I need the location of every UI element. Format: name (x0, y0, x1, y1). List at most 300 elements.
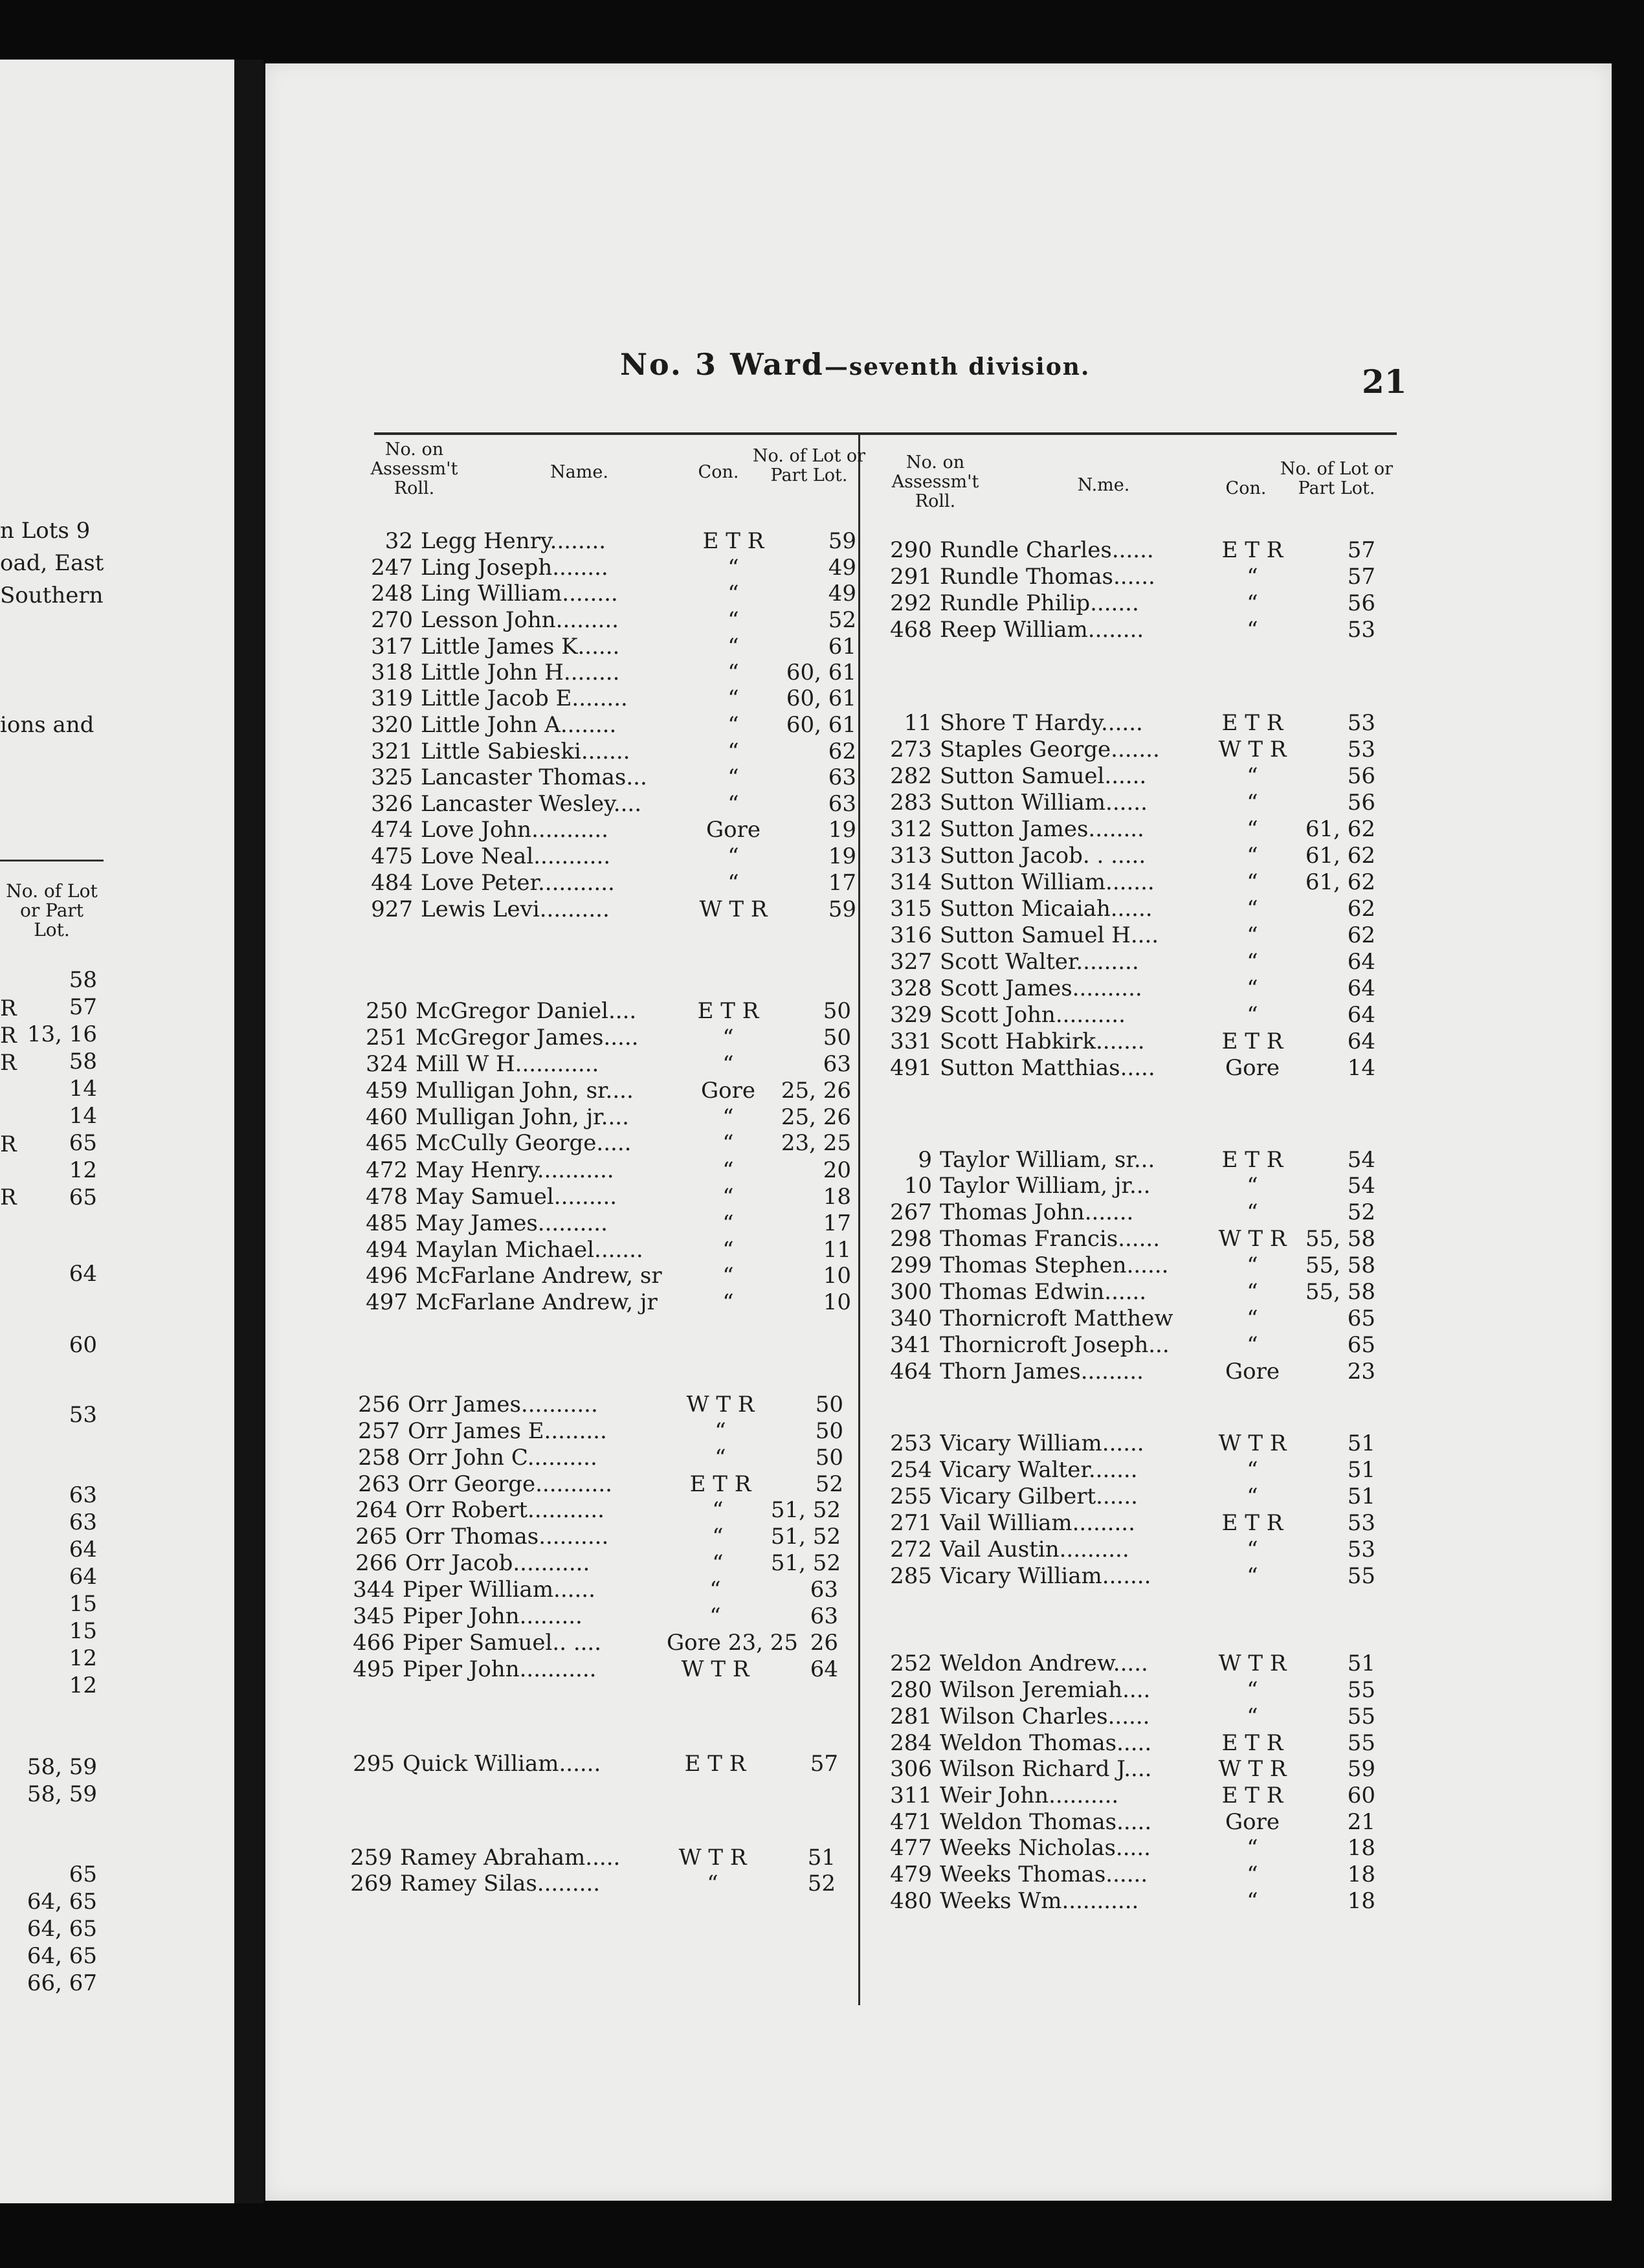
lot-number: 18 (823, 1184, 851, 1210)
person-name: Ramey Abraham..... (400, 1845, 621, 1871)
lot-number: 59 (828, 896, 856, 922)
person-name: Weeks Nicholas..... (940, 1835, 1151, 1861)
table-row (874, 617, 1385, 643)
table-row (874, 1055, 1385, 1081)
lot-number: 63 (810, 1577, 838, 1603)
concession: E T R (1221, 1028, 1283, 1054)
roll-number: 298 (890, 1226, 932, 1252)
person-name: Scott John.......... (940, 1002, 1126, 1028)
table-row (874, 975, 1385, 1001)
concession: “ (728, 607, 739, 633)
table-row (355, 896, 866, 922)
concession: E T R (702, 528, 764, 554)
concession: “ (722, 1104, 734, 1130)
concession: E T R (684, 1751, 746, 1777)
table-row (355, 555, 866, 581)
concession: “ (1247, 1862, 1258, 1887)
left-page-lot-value: 64, 65 (27, 1943, 97, 1969)
left-page-lot-value: 12 (69, 1157, 97, 1183)
roll-number: 474 (371, 817, 413, 843)
left-page-lot-value: 14 (69, 1076, 97, 1102)
concession: “ (1247, 1563, 1258, 1589)
concession: “ (722, 1289, 734, 1315)
lot-number: 14 (1347, 1055, 1375, 1081)
roll-number: 471 (890, 1809, 932, 1835)
roll-number: 10 (904, 1173, 932, 1199)
table-row (874, 1002, 1385, 1028)
person-name: Piper John......... (403, 1603, 583, 1629)
table-row (874, 1028, 1385, 1054)
concession: “ (722, 1237, 734, 1263)
lot-number: 50 (815, 1418, 843, 1444)
roll-number: 479 (890, 1862, 932, 1887)
table-row (350, 1237, 861, 1263)
roll-number: 485 (366, 1210, 408, 1236)
person-name: Weeks Thomas...... (940, 1862, 1148, 1887)
roll-number: 314 (890, 869, 932, 895)
col-header-roll: No. on Assessm't Roll. (370, 439, 458, 498)
lot-number: 56 (1347, 590, 1375, 616)
lot-number: 50 (823, 998, 851, 1024)
person-name: Sutton Micaiah...... (940, 896, 1153, 922)
person-name: Vail Austin.......... (940, 1537, 1129, 1562)
roll-number: 290 (890, 537, 932, 563)
roll-number: 316 (890, 922, 932, 948)
left-page-lot-value: 64 (69, 1537, 97, 1562)
left-page-text-fragment: oad, East (0, 550, 104, 576)
roll-number: 477 (890, 1835, 932, 1861)
concession: “ (1247, 564, 1258, 590)
person-name: Orr John C.......... (408, 1445, 597, 1471)
table-row (339, 1524, 850, 1550)
roll-number: 317 (371, 634, 413, 660)
lot-number: 63 (828, 791, 856, 817)
roll-number: 11 (904, 710, 932, 736)
person-name: McGregor Daniel.... (416, 998, 637, 1024)
book-spine (234, 60, 263, 2203)
person-name: McFarlane Andrew, jr (416, 1289, 658, 1315)
roll-number: 284 (890, 1730, 932, 1756)
roll-number: 320 (371, 712, 413, 738)
lot-number: 49 (828, 555, 856, 581)
lot-number: 63 (823, 1051, 851, 1077)
lot-number: 17 (828, 870, 856, 896)
roll-number: 475 (371, 843, 413, 869)
lot-number: 59 (1347, 1756, 1375, 1782)
table-row (874, 1199, 1385, 1225)
concession: “ (1247, 1002, 1258, 1028)
person-name: May James.......... (416, 1210, 608, 1236)
lot-number: 50 (815, 1392, 843, 1418)
roll-number: 464 (890, 1359, 932, 1384)
roll-number: 326 (371, 791, 413, 817)
roll-number: 266 (355, 1550, 397, 1576)
person-name: Wilson Charles...... (940, 1704, 1150, 1729)
table-row (874, 737, 1385, 762)
lot-number: 53 (1347, 1510, 1375, 1536)
left-page-con-mark: R (0, 1131, 17, 1157)
roll-number: 265 (355, 1524, 397, 1550)
lot-number: 52 (828, 607, 856, 633)
person-name: Sutton William...... (940, 790, 1148, 816)
lot-number: 26 (810, 1630, 838, 1656)
lot-number: 19 (828, 843, 856, 869)
concession: “ (1247, 1457, 1258, 1483)
roll-number: 480 (890, 1888, 932, 1914)
person-name: Piper John........... (403, 1656, 597, 1682)
person-name: Ling William........ (421, 581, 618, 606)
left-page-rule (0, 860, 104, 862)
lot-number: 62 (1347, 922, 1375, 948)
roll-number: 247 (371, 555, 413, 581)
concession: “ (1247, 763, 1258, 789)
lot-number: 51, 52 (770, 1524, 841, 1550)
left-page-column-header: No. of Lot or Part Lot. (6, 880, 98, 940)
concession: “ (728, 555, 739, 581)
table-row (874, 1510, 1385, 1536)
lot-number: 18 (1347, 1888, 1375, 1914)
table-row (355, 660, 866, 685)
person-name: Maylan Michael....... (416, 1237, 643, 1263)
concession: Gore (1225, 1359, 1280, 1384)
person-name: Love Neal........... (421, 843, 611, 869)
col-header-lot-right: No. of Lot or Part Lot. (1280, 459, 1394, 498)
table-row (874, 1783, 1385, 1808)
left-page-lot-value: 53 (69, 1402, 97, 1428)
person-name: Mill W H............ (416, 1051, 599, 1077)
lot-number: 61, 62 (1305, 816, 1375, 842)
person-name: Mulligan John, sr.... (416, 1078, 634, 1104)
lot-number: 55, 58 (1305, 1279, 1375, 1305)
concession: “ (728, 712, 739, 738)
person-name: Weir John.......... (940, 1783, 1119, 1808)
concession: E T R (1221, 1510, 1283, 1536)
lot-number: 61, 62 (1305, 843, 1375, 869)
person-name: Rundle Charles...... (940, 537, 1154, 563)
lot-number: 60 (1347, 1783, 1375, 1808)
concession: “ (728, 739, 739, 764)
concession: W T R (681, 1656, 750, 1682)
left-page-lot-value: 14 (69, 1103, 97, 1129)
lot-number: 10 (823, 1289, 851, 1315)
lot-number: 60, 61 (786, 712, 856, 738)
concession: “ (1247, 1279, 1258, 1305)
col-header-con-right: Con. (1225, 478, 1267, 498)
roll-number: 280 (890, 1677, 932, 1703)
table-row (339, 1497, 850, 1523)
table-row (337, 1656, 848, 1682)
person-name: Taylor William, sr... (940, 1147, 1155, 1173)
left-page-lot-value: 58 (69, 1049, 97, 1074)
roll-number: 345 (353, 1603, 395, 1629)
roll-number: 927 (371, 896, 413, 922)
table-row (342, 1418, 853, 1444)
person-name: Lesson John......... (421, 607, 619, 633)
concession: “ (722, 1263, 734, 1289)
person-name: Thomas Edwin...... (940, 1279, 1147, 1305)
person-name: Piper William...... (403, 1577, 595, 1603)
lot-number: 20 (823, 1157, 851, 1183)
roll-number: 32 (384, 528, 413, 554)
concession: E T R (1221, 1783, 1283, 1808)
table-row (874, 1430, 1385, 1456)
lot-number: 18 (1347, 1862, 1375, 1887)
table-row (874, 922, 1385, 948)
concession: “ (1247, 896, 1258, 922)
person-name: Piper Samuel.. .... (403, 1630, 602, 1656)
lot-number: 65 (1347, 1332, 1375, 1358)
concession: “ (1247, 1835, 1258, 1861)
table-row (874, 1359, 1385, 1384)
person-name: Weldon Thomas..... (940, 1809, 1152, 1835)
roll-number: 460 (366, 1104, 408, 1130)
person-name: Orr Robert........... (405, 1497, 605, 1523)
concession: Gore (705, 817, 761, 843)
person-name: Thornicroft Matthew (940, 1306, 1173, 1331)
concession: “ (1247, 1677, 1258, 1703)
table-row (350, 1210, 861, 1236)
left-page-lot-value: 64 (69, 1564, 97, 1590)
concession: “ (728, 870, 739, 896)
lot-number: 11 (823, 1237, 851, 1263)
concession: “ (712, 1524, 724, 1550)
roll-number: 315 (890, 896, 932, 922)
lot-number: 54 (1347, 1147, 1375, 1173)
person-name: Rundle Thomas...... (940, 564, 1155, 590)
lot-number: 50 (815, 1445, 843, 1471)
concession: “ (715, 1418, 726, 1444)
table-row (355, 817, 866, 843)
lot-number: 62 (828, 739, 856, 764)
roll-number: 257 (358, 1418, 400, 1444)
left-page-lot-value: 57 (69, 994, 97, 1020)
table-row (874, 1835, 1385, 1861)
person-name: Orr Jacob........... (405, 1550, 590, 1576)
person-name: Little John H........ (421, 660, 620, 685)
roll-number: 496 (366, 1263, 408, 1289)
person-name: Shore T Hardy...... (940, 710, 1143, 736)
left-page-lot-value: 13, 16 (27, 1021, 97, 1047)
table-row (337, 1603, 848, 1629)
roll-number: 282 (890, 763, 932, 789)
left-page-lot-value: 64 (69, 1261, 97, 1287)
table-row (337, 1577, 848, 1603)
person-name: Quick William...... (403, 1751, 601, 1777)
table-row (874, 869, 1385, 895)
person-name: Weeks Wm........... (940, 1888, 1139, 1914)
left-page-text-fragment: n Lots 9 (0, 518, 91, 544)
roll-number: 256 (358, 1392, 400, 1418)
table-row (337, 1630, 848, 1656)
person-name: Orr George........... (408, 1471, 612, 1497)
person-name: Love Peter........... (421, 870, 615, 896)
concession: E T R (1221, 1730, 1283, 1756)
concession: “ (728, 581, 739, 606)
title-ward: No. 3 Ward (620, 347, 825, 382)
person-name: Sutton James........ (940, 816, 1144, 842)
lot-number: 18 (1347, 1835, 1375, 1861)
roll-number: 250 (366, 998, 408, 1024)
lot-number: 53 (1347, 737, 1375, 762)
concession: W T R (1218, 737, 1287, 762)
left-page-con-mark: R (0, 995, 17, 1021)
lot-number: 49 (828, 581, 856, 606)
lot-number: 55, 58 (1305, 1252, 1375, 1278)
concession: E T R (1221, 710, 1283, 736)
concession: “ (728, 791, 739, 817)
concession: “ (722, 1051, 734, 1077)
roll-number: 311 (890, 1783, 932, 1808)
person-name: Orr Thomas.......... (405, 1524, 609, 1550)
roll-number: 259 (350, 1845, 392, 1871)
roll-number: 484 (371, 870, 413, 896)
page-title (620, 347, 1090, 382)
lot-number: 51 (1347, 1457, 1375, 1483)
concession: W T R (1218, 1226, 1287, 1252)
table-row (874, 790, 1385, 816)
table-row (874, 1756, 1385, 1782)
roll-number: 312 (890, 816, 932, 842)
roll-number: 344 (353, 1577, 395, 1603)
person-name: Vicary Walter....... (940, 1457, 1138, 1483)
roll-number: 264 (355, 1497, 397, 1523)
concession: W T R (699, 896, 768, 922)
table-row (355, 528, 866, 554)
lot-number: 56 (1347, 790, 1375, 816)
lot-number: 19 (828, 817, 856, 843)
table-row (339, 1550, 850, 1576)
concession: “ (728, 685, 739, 711)
roll-number: 324 (366, 1051, 408, 1077)
title-division: —seventh division. (824, 353, 1091, 381)
roll-number: 465 (366, 1130, 408, 1156)
person-name: McGregor James..... (416, 1025, 639, 1051)
concession: “ (728, 764, 739, 790)
lot-number: 64 (1347, 1002, 1375, 1028)
roll-number: 248 (371, 581, 413, 606)
person-name: Sutton Samuel H.... (940, 922, 1159, 948)
concession: “ (1247, 1306, 1258, 1331)
page-number: 21 (1362, 362, 1407, 401)
roll-number: 253 (890, 1430, 932, 1456)
lot-number: 53 (1347, 617, 1375, 643)
lot-number: 60, 61 (786, 685, 856, 711)
person-name: Sutton Jacob. . ..... (940, 843, 1146, 869)
person-name: Vicary Gilbert...... (940, 1484, 1138, 1509)
table-row (350, 1130, 861, 1156)
concession: “ (1247, 1484, 1258, 1509)
roll-number: 272 (890, 1537, 932, 1562)
lot-number: 25, 26 (781, 1104, 851, 1130)
person-name: McFarlane Andrew, sr (416, 1263, 662, 1289)
table-row (874, 1332, 1385, 1358)
table-row (355, 764, 866, 790)
person-name: May Henry........... (416, 1157, 614, 1183)
table-row (334, 1871, 845, 1896)
lot-number: 56 (1347, 763, 1375, 789)
person-name: Scott Walter......... (940, 949, 1139, 975)
table-row (350, 1157, 861, 1183)
left-page-con-mark: R (0, 1023, 17, 1049)
lot-number: 55 (1347, 1704, 1375, 1729)
table-row (874, 564, 1385, 590)
concession: E T R (1221, 1147, 1283, 1173)
concession: “ (1247, 816, 1258, 842)
roll-number: 9 (918, 1147, 932, 1173)
person-name: Vicary William...... (940, 1430, 1144, 1456)
col-header-lot: No. of Lot or Part Lot. (752, 446, 866, 485)
left-page-text-fragment: Southern (0, 583, 104, 608)
concession: Gore (1225, 1055, 1280, 1081)
table-row (874, 1677, 1385, 1703)
lot-number: 60, 61 (786, 660, 856, 685)
left-page-lot-value: 60 (69, 1332, 97, 1358)
left-page-lot-value: 58 (69, 967, 97, 993)
person-name: Little James K...... (421, 634, 620, 660)
table-row (874, 949, 1385, 975)
lot-number: 55 (1347, 1563, 1375, 1589)
roll-number: 318 (371, 660, 413, 685)
concession: “ (712, 1497, 724, 1523)
concession: “ (728, 843, 739, 869)
person-name: Ling Joseph........ (421, 555, 608, 581)
concession: “ (1247, 1537, 1258, 1562)
roll-number: 478 (366, 1184, 408, 1210)
roll-number: 285 (890, 1563, 932, 1589)
person-name: Wilson Richard J.... (940, 1756, 1152, 1782)
left-page-lot-value: 15 (69, 1591, 97, 1617)
roll-number: 341 (890, 1332, 932, 1358)
person-name: Staples George....... (940, 737, 1160, 762)
table-row (350, 1104, 861, 1130)
concession: “ (709, 1603, 721, 1629)
table-row (350, 1025, 861, 1051)
concession: “ (1247, 1199, 1258, 1225)
table-row (350, 1184, 861, 1210)
roll-number: 255 (890, 1484, 932, 1509)
person-name: Wilson Jeremiah.... (940, 1677, 1151, 1703)
person-name: Weldon Thomas..... (940, 1730, 1152, 1756)
table-row (874, 1279, 1385, 1305)
concession: “ (1247, 843, 1258, 869)
col-header-name-right: N.me. (1077, 475, 1130, 495)
table-row (350, 1078, 861, 1104)
table-row (350, 998, 861, 1024)
roll-number: 299 (890, 1252, 932, 1278)
table-row (874, 1147, 1385, 1173)
person-name: Legg Henry........ (421, 528, 606, 554)
lot-number: 52 (1347, 1199, 1375, 1225)
left-page-lot-value: 65 (69, 1184, 97, 1210)
lot-number: 57 (1347, 564, 1375, 590)
left-page-text-fragment: ions and (0, 712, 94, 738)
table-row (874, 710, 1385, 736)
table-row (350, 1051, 861, 1077)
person-name: Ramey Silas......... (400, 1871, 601, 1896)
roll-number: 300 (890, 1279, 932, 1305)
table-row (355, 712, 866, 738)
roll-number: 291 (890, 564, 932, 590)
lot-number: 54 (1347, 1173, 1375, 1199)
person-name: May Samuel......... (416, 1184, 617, 1210)
roll-number: 494 (366, 1237, 408, 1263)
roll-number: 258 (358, 1445, 400, 1471)
person-name: Sutton William....... (940, 869, 1155, 895)
table-row (874, 1457, 1385, 1483)
concession: W T R (1218, 1430, 1287, 1456)
table-row (874, 1730, 1385, 1756)
table-row (334, 1845, 845, 1871)
